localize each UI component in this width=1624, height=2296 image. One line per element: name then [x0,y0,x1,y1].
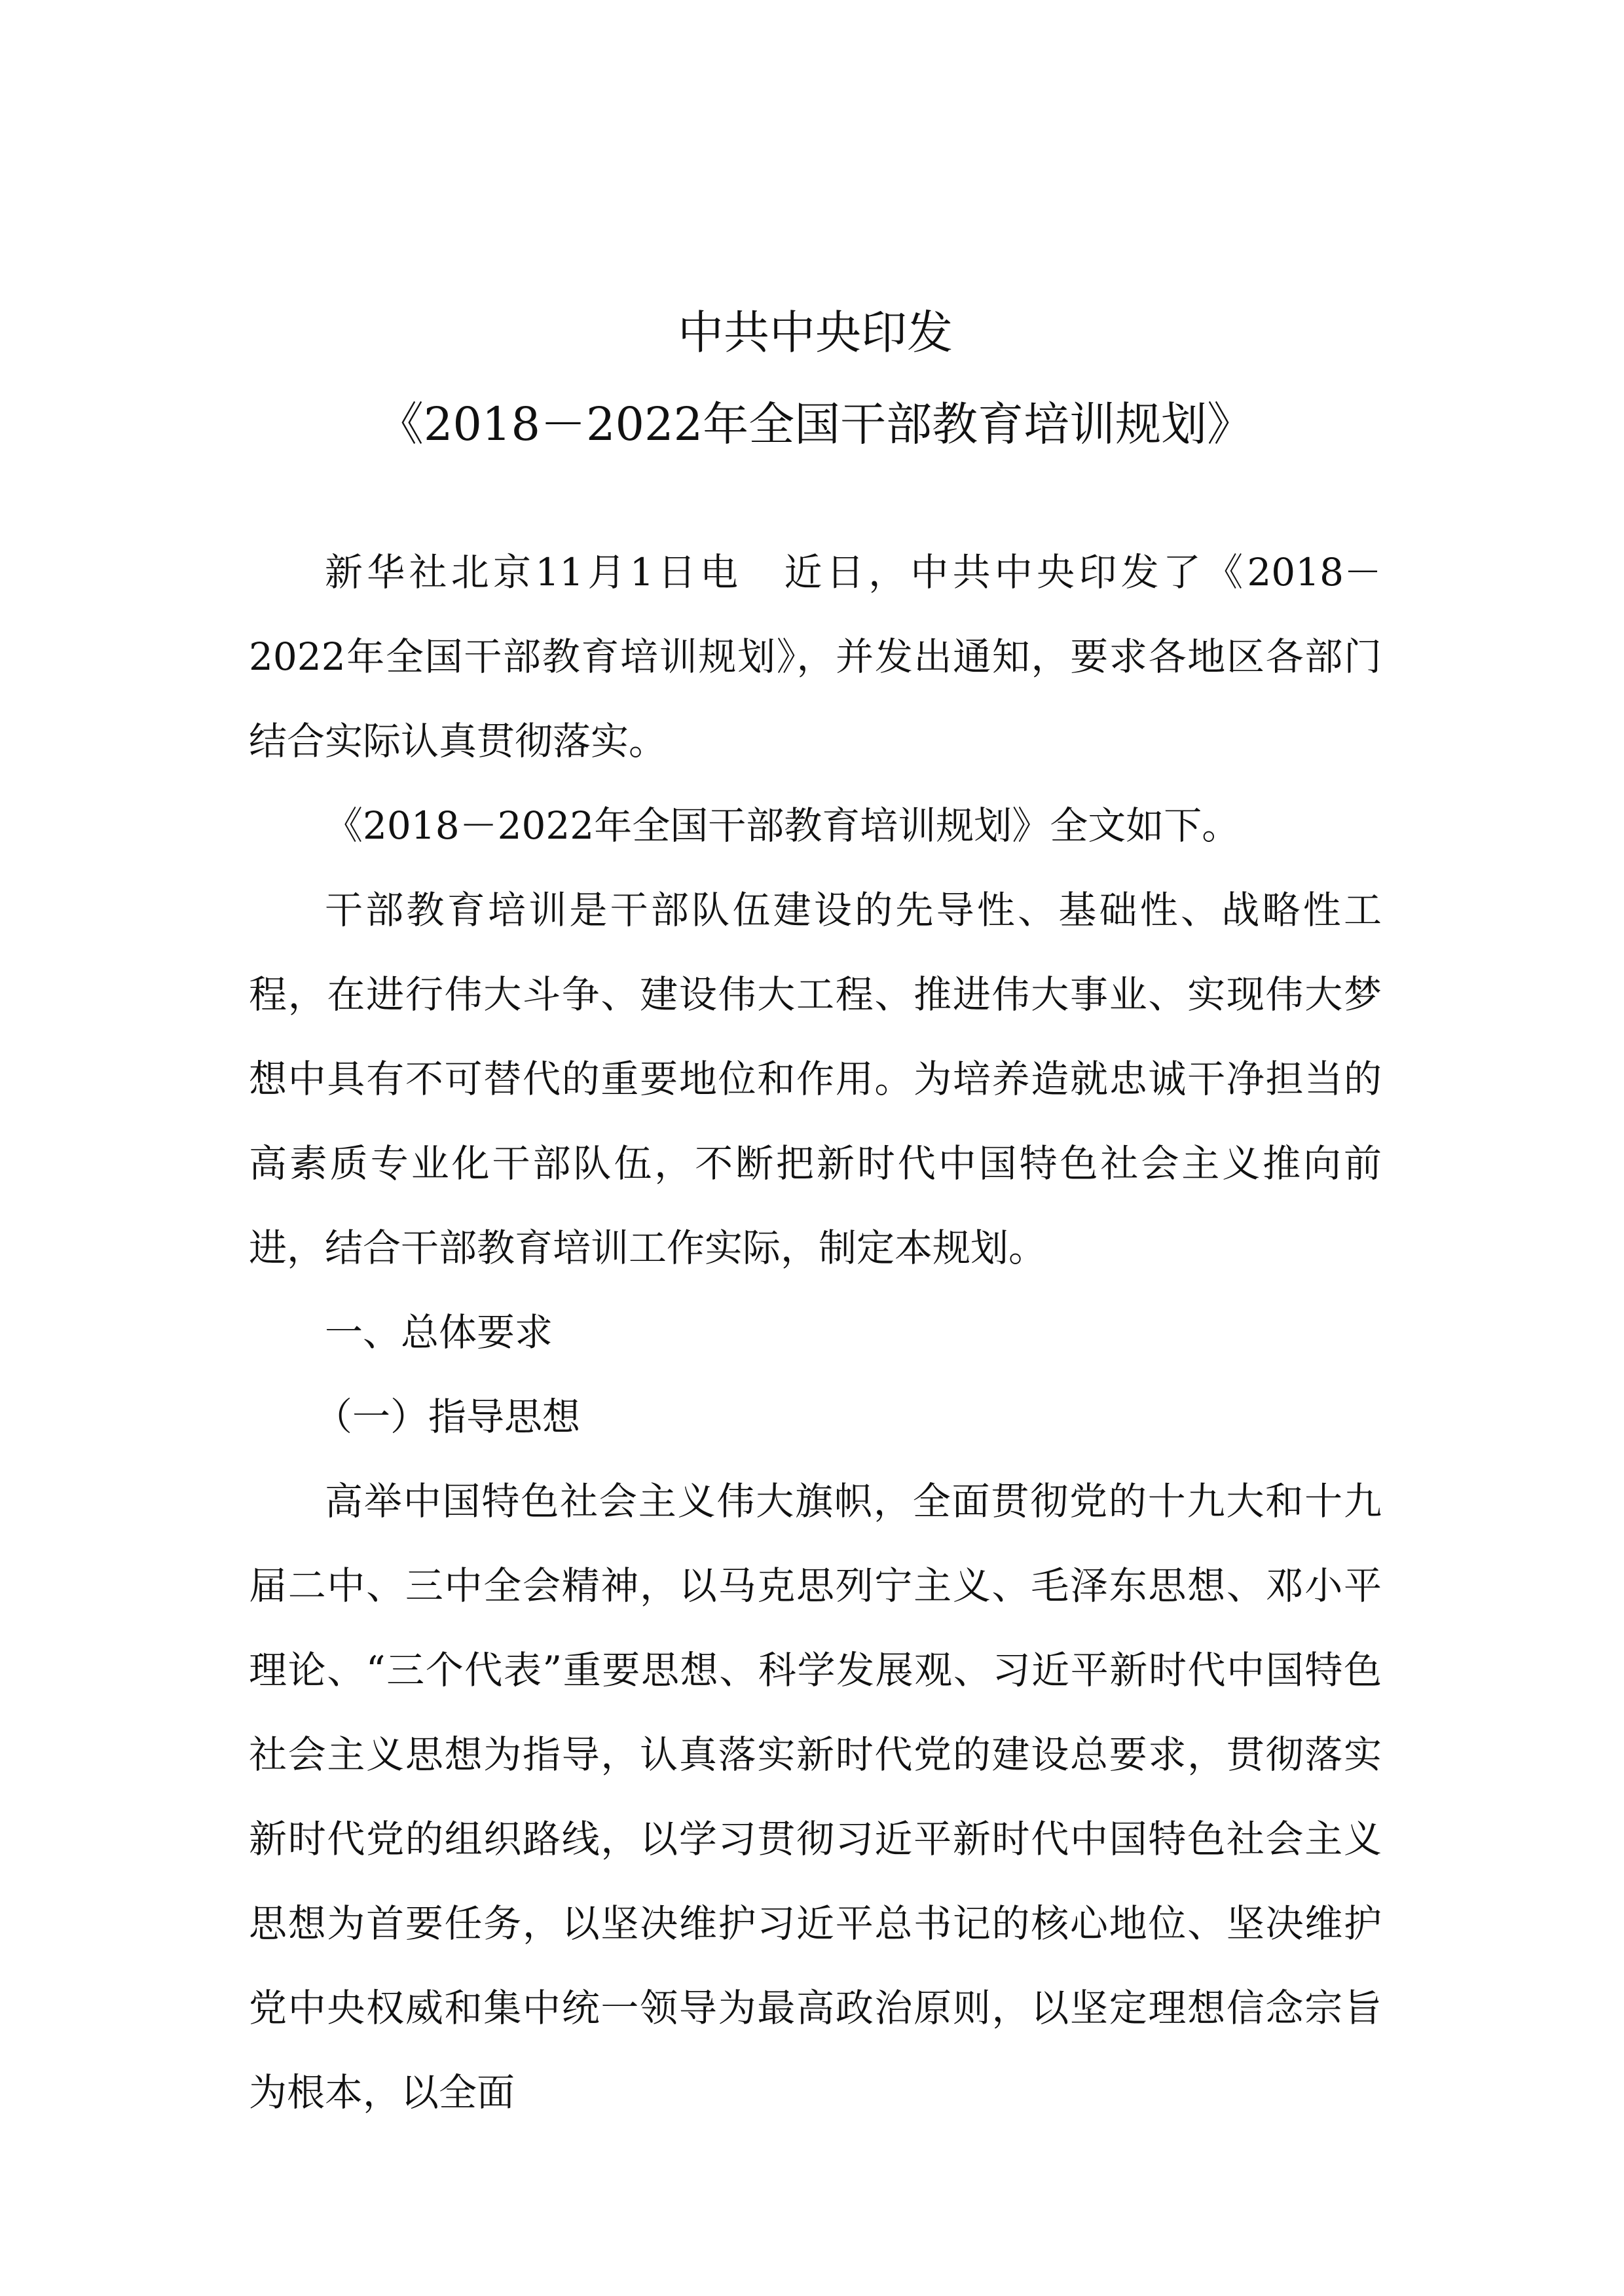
subsection-heading-guiding-ideology: （一）指导思想 [314,1394,581,1439]
title-line-1: 中共中央印发 [678,306,953,359]
paragraph-guiding-ideology: 高举中国特色社会主义伟大旗帜，全面贯彻党的十九大和十九届二中、三中全会精神，以马克思列宁主义、毛泽东思想、邓小平理论、“三个代表”重要思想、科学发展观、习近平新时代中国特色社会主义思想为指导，认真落实新时代党的建设总要求，贯彻落实新时代党的组织路线，以学习贯彻习近平新时代中国特色社会主义思想为首要任务，以坚决维护习近平总书记的核心地位、坚决维护党中央权威和集中统一领导为最高政治原则，以坚定理想信念宗旨为根本，以全面 [249,1479,1382,2115]
paragraph-fulltext-intro: 《2018－2022年全国干部教育培训规划》全文如下。 [325,803,1240,848]
paragraph-purpose: 干部教育培训是干部队伍建设的先导性、基础性、战略性工程，在进行伟大斗争、建设伟大工程、推进伟大事业、实现伟大梦想中具有不可替代的重要地位和作用。为培养造就忠诚干净担当的高素质专业化干部队伍，不断把新时代中国特色社会主义推向前进，结合干部教育培训工作实际，制定本规划。 [249,888,1382,1270]
title-line-2: 《2018－2022年全国干部教育培训规划》 [377,397,1253,451]
paragraph-dateline: 新华社北京11月1日电 近日，中共中央印发了《2018－2022年全国干部教育培训规划》，并发出通知，要求各地区各部门结合实际认真贯彻落实。 [249,550,1382,763]
document-title [249,287,1382,470]
section-heading-general-requirements: 一、总体要求 [325,1310,553,1355]
document-body [249,530,1382,2135]
